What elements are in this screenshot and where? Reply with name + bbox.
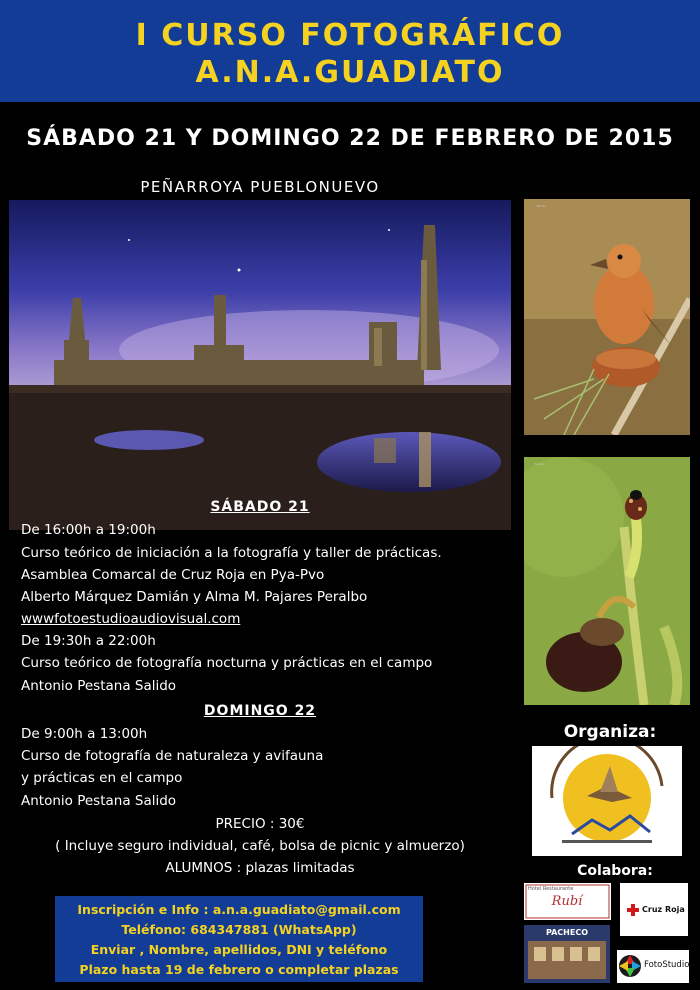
- colabora-label: Colabora:: [577, 863, 653, 879]
- svg-text:Rubí: Rubí: [551, 894, 583, 909]
- ana-guadiato-logo: [532, 746, 682, 856]
- event-location: PEÑARROYA PUEBLONUEVO: [140, 178, 380, 196]
- saturday-line: Curso teórico de iniciación a la fotografía y taller de prácticas.: [21, 545, 442, 561]
- sunday-line: De 9:00h a 13:00h: [21, 726, 148, 742]
- fotoestudio-link[interactable]: wwwfotoestudioaudiovisual.com: [21, 611, 241, 627]
- course-title: I CURSO FOTOGRÁFICO: [135, 18, 565, 53]
- photo-watermark: ~~: [536, 203, 547, 210]
- fotostudio-name: FotoStudio: [644, 960, 689, 970]
- price-label: PRECIO : 30€: [215, 816, 305, 832]
- saturday-line: Curso teórico de fotografía nocturna y prácticas en el campo: [21, 655, 433, 671]
- fotostudio-logo: [617, 950, 689, 983]
- photo-watermark: ~~: [534, 461, 545, 468]
- sunday-line: Curso de fotografía de naturaleza y avifauna: [21, 748, 324, 764]
- cruz-roja-name: Cruz Roja: [642, 905, 685, 914]
- ruins-night-photo: [9, 200, 511, 530]
- registration-email[interactable]: Inscripción e Info : a.n.a.guadiato@gmail.com: [77, 902, 401, 917]
- price-includes: ( Incluye seguro individual, café, bolsa de picnic y almuerzo): [55, 838, 465, 854]
- organiza-label: Organiza:: [563, 722, 657, 742]
- hotel-restaurant-logo: [524, 883, 611, 920]
- saturday-heading: SÁBADO 21: [210, 499, 310, 515]
- registration-deadline: Plazo hasta 19 de febrero o completar plazas: [79, 962, 399, 977]
- orchid-beetle-photo: [524, 457, 690, 705]
- saturday-line: Alberto Márquez Damián y Alma M. Pajares Peralbo: [21, 589, 368, 605]
- saturday-line: De 19:30h a 22:00h: [21, 633, 156, 649]
- registration-requirements: Enviar , Nombre, apellidos, DNI y teléfono: [90, 942, 388, 957]
- students-limit: ALUMNOS : plazas limitadas: [165, 860, 355, 876]
- hostal-name: PACHECO: [545, 928, 589, 937]
- saturday-line: De 16:00h a 19:00h: [21, 522, 156, 538]
- sunday-line: y prácticas en el campo: [21, 770, 183, 786]
- sunday-line: Antonio Pestana Salido: [21, 793, 177, 809]
- hotel-restaurant-name: Hotel Restaurante: [528, 886, 574, 892]
- sunday-heading: DOMINGO 22: [203, 703, 317, 719]
- red-cross-icon: [627, 904, 639, 916]
- crossbill-bird-photo: [524, 199, 690, 435]
- event-date: SÁBADO 21 Y DOMINGO 22 DE FEBRERO DE 2015: [26, 126, 674, 151]
- registration-phone: Teléfono: 684347881 (WhatsApp): [121, 922, 357, 937]
- hostal-pacheco-logo: [524, 925, 610, 983]
- saturday-line: Asamblea Comarcal de Cruz Roja en Pya-Pvo: [21, 567, 325, 583]
- registration-info-box: [55, 896, 423, 982]
- cruz-roja-logo: [620, 883, 688, 936]
- organization-title: A.N.A.GUADIATO: [195, 55, 505, 90]
- saturday-line: Antonio Pestana Salido: [21, 678, 177, 694]
